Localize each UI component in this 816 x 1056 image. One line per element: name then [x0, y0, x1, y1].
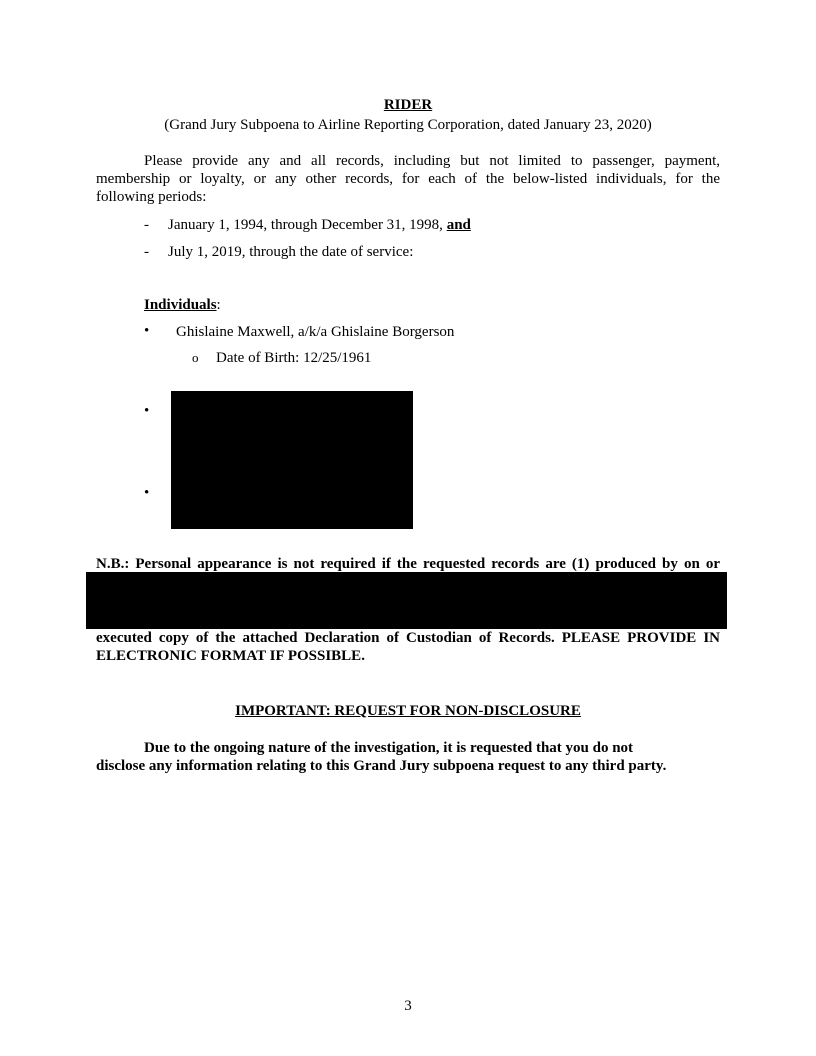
individuals-colon: : — [216, 297, 221, 313]
nondisclosure-heading: IMPORTANT: REQUEST FOR NON-DISCLOSURE — [235, 703, 581, 719]
bullet-icon: • — [144, 485, 150, 501]
period-item-1 — [168, 216, 471, 234]
bullet-icon: • — [144, 403, 150, 419]
nb-line-1: N.B.: Personal appearance is not required if the requested records are (1) produced by on or — [96, 556, 720, 572]
nondisclosure-line-1: Due to the ongoing nature of the investigation, it is requested that you do not — [144, 740, 634, 756]
redaction-block-nb — [86, 572, 727, 629]
period-text-1: January 1, 1994, through December 31, 1998, — [168, 217, 447, 233]
period-dash-2: - — [144, 244, 149, 260]
sub-bullet-icon: o — [192, 350, 199, 365]
nb-line-3: ELECTRONIC FORMAT IF POSSIBLE. — [96, 648, 365, 664]
individuals-heading: Individuals — [144, 297, 217, 313]
document-title: RIDER — [383, 97, 433, 113]
nb-line-2: executed copy of the attached Declaration of Custodian of Records. PLEASE PROVIDE IN — [96, 630, 720, 646]
period-dash-1: - — [144, 217, 149, 233]
individual-dob: Date of Birth: 12/25/1961 — [216, 350, 372, 366]
intro-line-3: following periods: — [96, 189, 207, 205]
individual-name: Ghislaine Maxwell, a/k/a Ghislaine Borgerson — [176, 324, 455, 340]
intro-line-2: membership or loyalty, or any other records, for each of the below-listed individuals, for the — [96, 171, 720, 187]
bullet-icon: • — [144, 323, 150, 339]
intro-line-1: Please provide any and all records, including but not limited to passenger, payment, — [144, 153, 720, 169]
period-emphasis: and — [446, 217, 471, 233]
individuals-heading-row — [144, 296, 221, 314]
document-subtitle: (Grand Jury Subpoena to Airline Reporting Corporation, dated January 23, 2020) — [164, 117, 652, 133]
nondisclosure-line-2: disclose any information relating to this Grand Jury subpoena request to any third party. — [96, 758, 667, 774]
period-text-2: July 1, 2019, through the date of service: — [168, 244, 414, 260]
redaction-block-individuals — [171, 391, 413, 529]
page-number: 3 — [404, 998, 412, 1014]
